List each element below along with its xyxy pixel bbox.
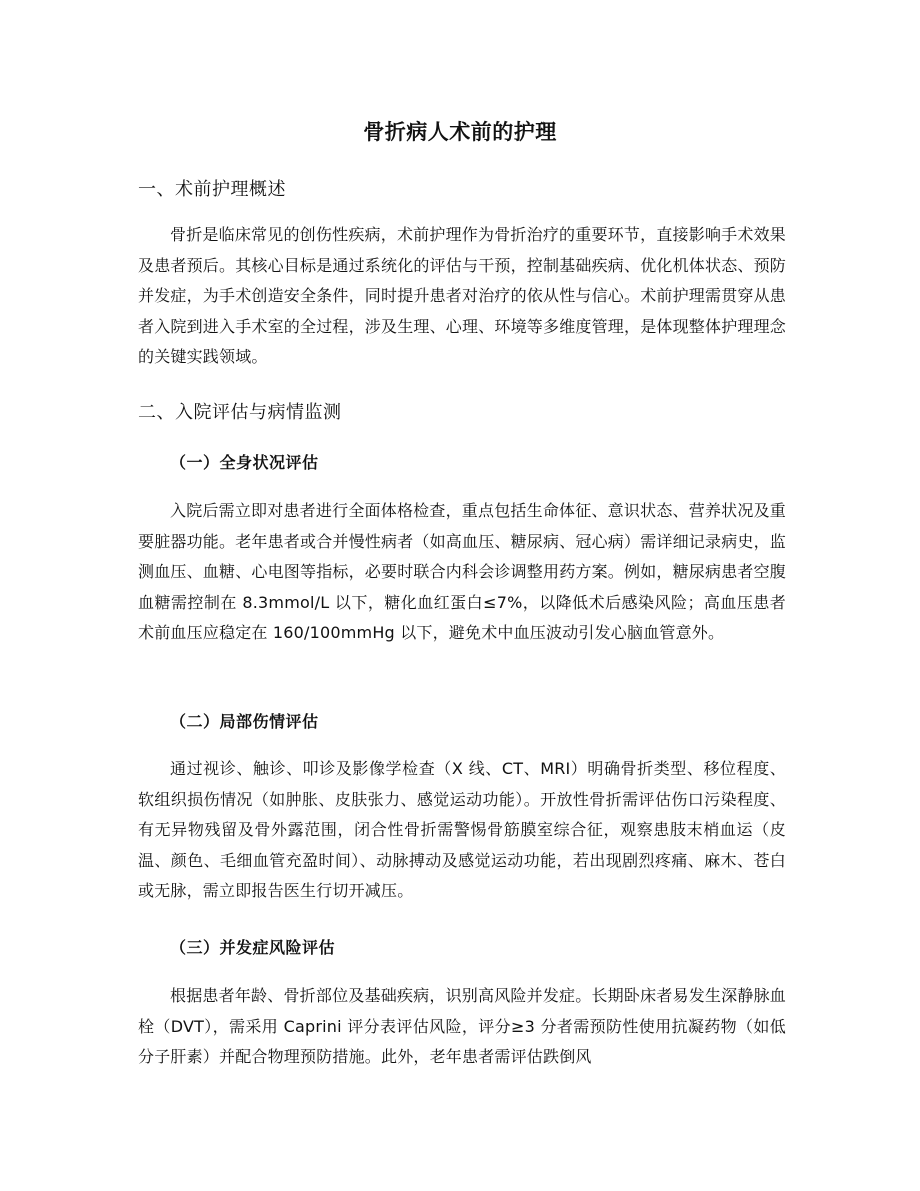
section-2-heading: 二、入院评估与病情监测 (138, 402, 342, 423)
subsection-1-heading: （一）全身状况评估 (170, 453, 319, 472)
subsection-1-paragraph: 入院后需立即对患者进行全面体格检查，重点包括生命体征、意识状态、营养状况及重要脏器功能。老年患者或合并慢性病者（如高血压、糖尿病、冠心病）需详细记录病史，监测血压、血糖、心电图等指标，必要时联合内科会诊调整用药方案。例如，糖尿病患者空腹血糖需控制在 8.3mmol/L 以下，糖化血红蛋白≤7%，以降低术后感染风险；高血压患者术前血压应稳定在 160/100mmHg 以下，避免术中血压波动引发心脑血管意外。 (138, 501, 787, 642)
section-1-paragraph: 骨折是临床常见的创伤性疾病，术前护理作为骨折治疗的重要环节，直接影响手术效果及患者预后。其核心目标是通过系统化的评估与干预，控制基础疾病、优化机体状态、预防并发症，为手术创造安全条件，同时提升患者对治疗的依从性与信心。术前护理需贯穿从患者入院到进入手术室的全过程，涉及生理、心理、环境等多维度管理，是体现整体护理理念的关键实践领域。 (138, 225, 787, 366)
document-title: 骨折病人术前的护理 (363, 120, 557, 144)
section-1-heading: 一、术前护理概述 (138, 179, 286, 200)
subsection-2-heading: （二）局部伤情评估 (170, 712, 319, 731)
subsection-2-paragraph: 通过视诊、触诊、叩诊及影像学检查（X 线、CT、MRI）明确骨折类型、移位程度、软组织损伤情况（如肿胀、皮肤张力、感觉运动功能）。开放性骨折需评估伤口污染程度、有无异物残留及骨外露范围，闭合性骨折需警惕骨筋膜室综合征，观察患肢末梢血运（皮温、颜色、毛细血管充盈时间）、动脉搏动及感觉运动功能，若出现剧烈疼痛、麻木、苍白或无脉，需立即报告医生行切开减压。 (138, 759, 786, 900)
subsection-3-heading: （三）并发症风险评估 (170, 938, 336, 957)
subsection-3-paragraph: 根据患者年龄、骨折部位及基础疾病，识别高风险并发症。长期卧床者易发生深静脉血栓（DVT），需采用 Caprini 评分表评估风险，评分≥3 分者需预防性使用抗凝药物（如低分子肝素）并配合物理预防措施。此外，老年患者需评估跌倒风 (138, 986, 786, 1066)
